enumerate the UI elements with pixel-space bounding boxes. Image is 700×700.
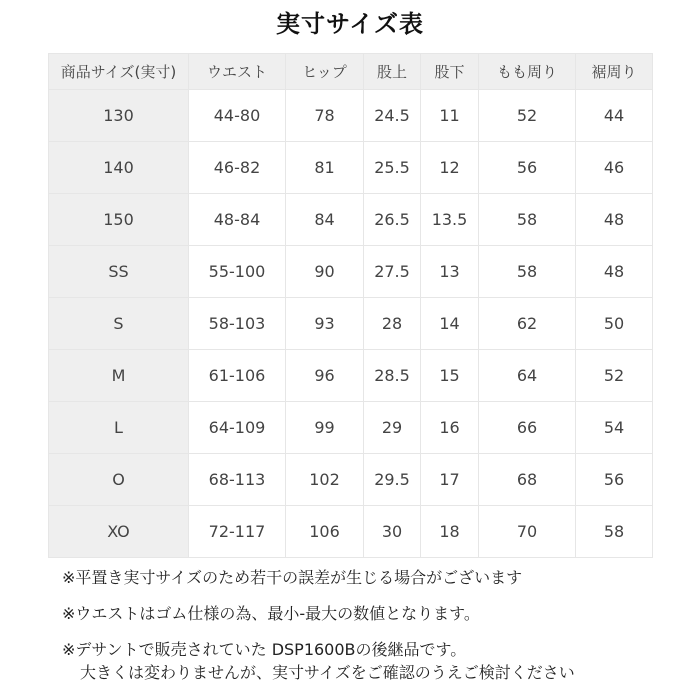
cell-thigh: 62	[479, 298, 576, 350]
cell-inseam: 11	[421, 90, 479, 142]
cell-inseam: 18	[421, 506, 479, 558]
table-row	[49, 246, 653, 298]
table-row	[49, 454, 653, 506]
cell-hip: 84	[286, 194, 364, 246]
header-inseam: 股下	[421, 54, 479, 90]
cell-inseam: 17	[421, 454, 479, 506]
cell-rise: 26.5	[364, 194, 421, 246]
cell-size: S	[49, 298, 189, 350]
cell-waist: 46-82	[189, 142, 286, 194]
cell-inseam: 13.5	[421, 194, 479, 246]
table-row	[49, 402, 653, 454]
cell-hem: 44	[576, 90, 653, 142]
cell-size: 150	[49, 194, 189, 246]
cell-waist: 68-113	[189, 454, 286, 506]
cell-waist: 64-109	[189, 402, 286, 454]
header-waist: ウエスト	[189, 54, 286, 90]
header-size: 商品サイズ(実寸)	[49, 54, 189, 90]
table-row	[49, 142, 653, 194]
header-hem: 裾周り	[576, 54, 653, 90]
cell-thigh: 64	[479, 350, 576, 402]
cell-inseam: 15	[421, 350, 479, 402]
header-rise: 股上	[364, 54, 421, 90]
cell-hip: 81	[286, 142, 364, 194]
cell-inseam: 14	[421, 298, 479, 350]
cell-hem: 48	[576, 246, 653, 298]
cell-thigh: 70	[479, 506, 576, 558]
page-title: 実寸サイズ表	[275, 10, 425, 38]
cell-hem: 46	[576, 142, 653, 194]
cell-thigh: 68	[479, 454, 576, 506]
cell-size: O	[49, 454, 189, 506]
cell-hip: 96	[286, 350, 364, 402]
cell-rise: 28	[364, 298, 421, 350]
cell-size: SS	[49, 246, 189, 298]
size-table	[48, 53, 653, 558]
cell-thigh: 58	[479, 246, 576, 298]
cell-rise: 25.5	[364, 142, 421, 194]
cell-hip: 99	[286, 402, 364, 454]
notes	[62, 566, 575, 684]
cell-size: L	[49, 402, 189, 454]
cell-thigh: 52	[479, 90, 576, 142]
cell-hip: 106	[286, 506, 364, 558]
cell-rise: 29	[364, 402, 421, 454]
cell-waist: 55-100	[189, 246, 286, 298]
cell-thigh: 56	[479, 142, 576, 194]
cell-thigh: 58	[479, 194, 576, 246]
note-measurement-error: ※平置き実寸サイズのため若干の誤差が生じる場合がございます	[62, 568, 523, 587]
cell-rise: 28.5	[364, 350, 421, 402]
cell-hem: 58	[576, 506, 653, 558]
cell-inseam: 16	[421, 402, 479, 454]
note-successor: ※デサントで販売されていた DSP1600Bの後継品です。	[62, 640, 467, 659]
cell-size: 140	[49, 142, 189, 194]
cell-thigh: 66	[479, 402, 576, 454]
table-row	[49, 506, 653, 558]
header-thigh: もも周り	[479, 54, 576, 90]
cell-waist: 72-117	[189, 506, 286, 558]
note-waist-elastic: ※ウエストはゴム仕様の為、最小-最大の数値となります。	[62, 604, 480, 623]
cell-hem: 52	[576, 350, 653, 402]
table-row	[49, 350, 653, 402]
cell-waist: 58-103	[189, 298, 286, 350]
cell-rise: 24.5	[364, 90, 421, 142]
table-row	[49, 194, 653, 246]
cell-size: XO	[49, 506, 189, 558]
table-header-row	[49, 54, 653, 90]
table-row	[49, 90, 653, 142]
cell-inseam: 13	[421, 246, 479, 298]
cell-hip: 90	[286, 246, 364, 298]
cell-size: M	[49, 350, 189, 402]
cell-rise: 27.5	[364, 246, 421, 298]
note-check-size: 大きくは変わりませんが、実寸サイズをご確認のうえご検討ください	[80, 663, 575, 682]
cell-inseam: 12	[421, 142, 479, 194]
cell-rise: 29.5	[364, 454, 421, 506]
cell-size: 130	[49, 90, 189, 142]
table-row	[49, 298, 653, 350]
cell-hem: 48	[576, 194, 653, 246]
cell-hem: 50	[576, 298, 653, 350]
cell-waist: 48-84	[189, 194, 286, 246]
cell-hip: 93	[286, 298, 364, 350]
cell-hem: 56	[576, 454, 653, 506]
cell-hem: 54	[576, 402, 653, 454]
cell-waist: 44-80	[189, 90, 286, 142]
cell-hip: 78	[286, 90, 364, 142]
header-hip: ヒップ	[286, 54, 364, 90]
cell-hip: 102	[286, 454, 364, 506]
cell-waist: 61-106	[189, 350, 286, 402]
cell-rise: 30	[364, 506, 421, 558]
